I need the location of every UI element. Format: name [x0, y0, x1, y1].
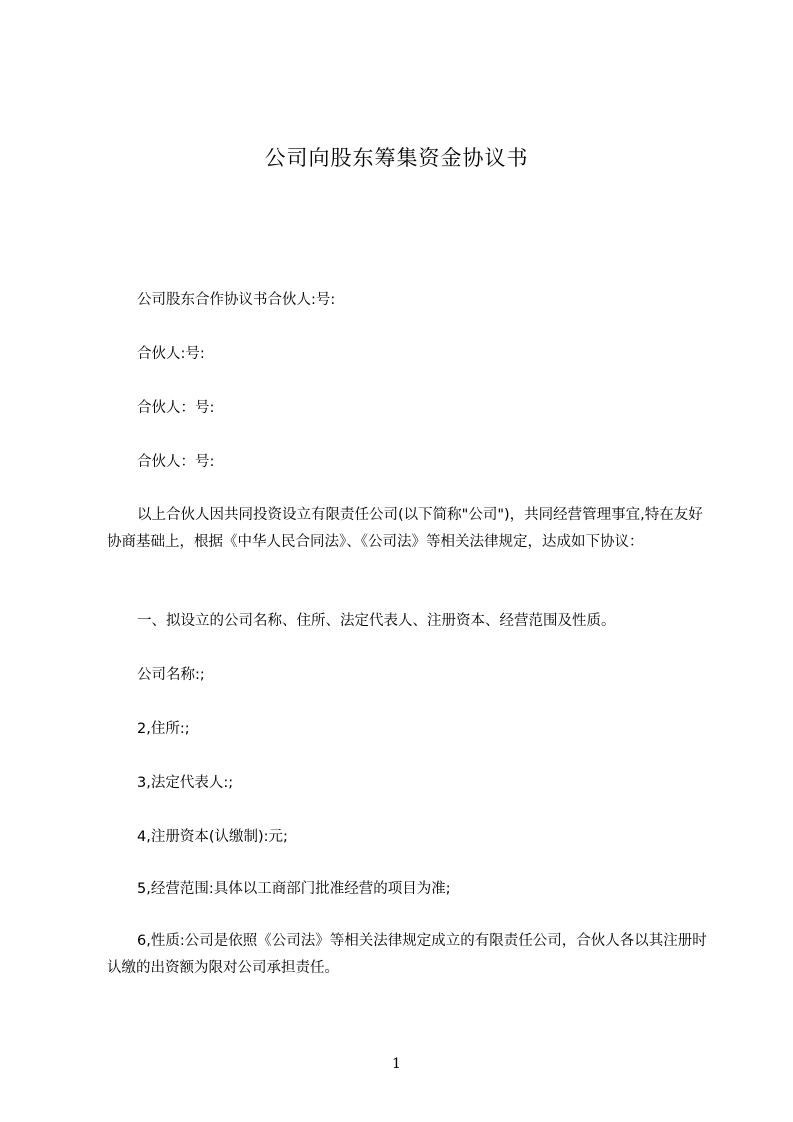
partner-line-3: 合伙人：号: [137, 400, 215, 416]
item-business-scope: 5,经营范围:具体以工商部门批准经营的项目为准; [137, 881, 451, 897]
document-title: 公司向股东筹集资金协议书 [264, 146, 529, 170]
item-registered-capital: 4,注册资本(认缴制):元; [137, 829, 288, 845]
page-number: 1 [392, 1056, 401, 1072]
item-company-name: 公司名称:; [137, 667, 205, 683]
nature-text: 6,性质:公司是依照《公司法》等相关法律规定成立的有限责任公司，合伙人各以其注册时认缴的出资额为限对公司承担责任。 [107, 933, 707, 976]
nature-paragraph [107, 928, 707, 982]
intro-paragraph [107, 502, 707, 556]
intro-text: 以上合伙人因共同投资设立有限责任公司(以下简称"公司")，共同经营管理事宜,特在友好协商基础上，根据《中华人民合同法》、《公司法》等相关法律规定，达成如下协议： [107, 507, 703, 550]
section-1-heading: 一、拟设立的公司名称、住所、法定代表人、注册资本、经营范围及性质。 [137, 613, 616, 629]
partner-line-4: 合伙人：号: [137, 454, 215, 470]
partner-line-1: 公司股东合作协议书合伙人:号: [137, 292, 336, 308]
item-legal-representative: 3,法定代表人:; [137, 775, 234, 791]
item-address: 2,住所:; [137, 721, 190, 737]
partner-line-2: 合伙人:号: [137, 346, 205, 362]
